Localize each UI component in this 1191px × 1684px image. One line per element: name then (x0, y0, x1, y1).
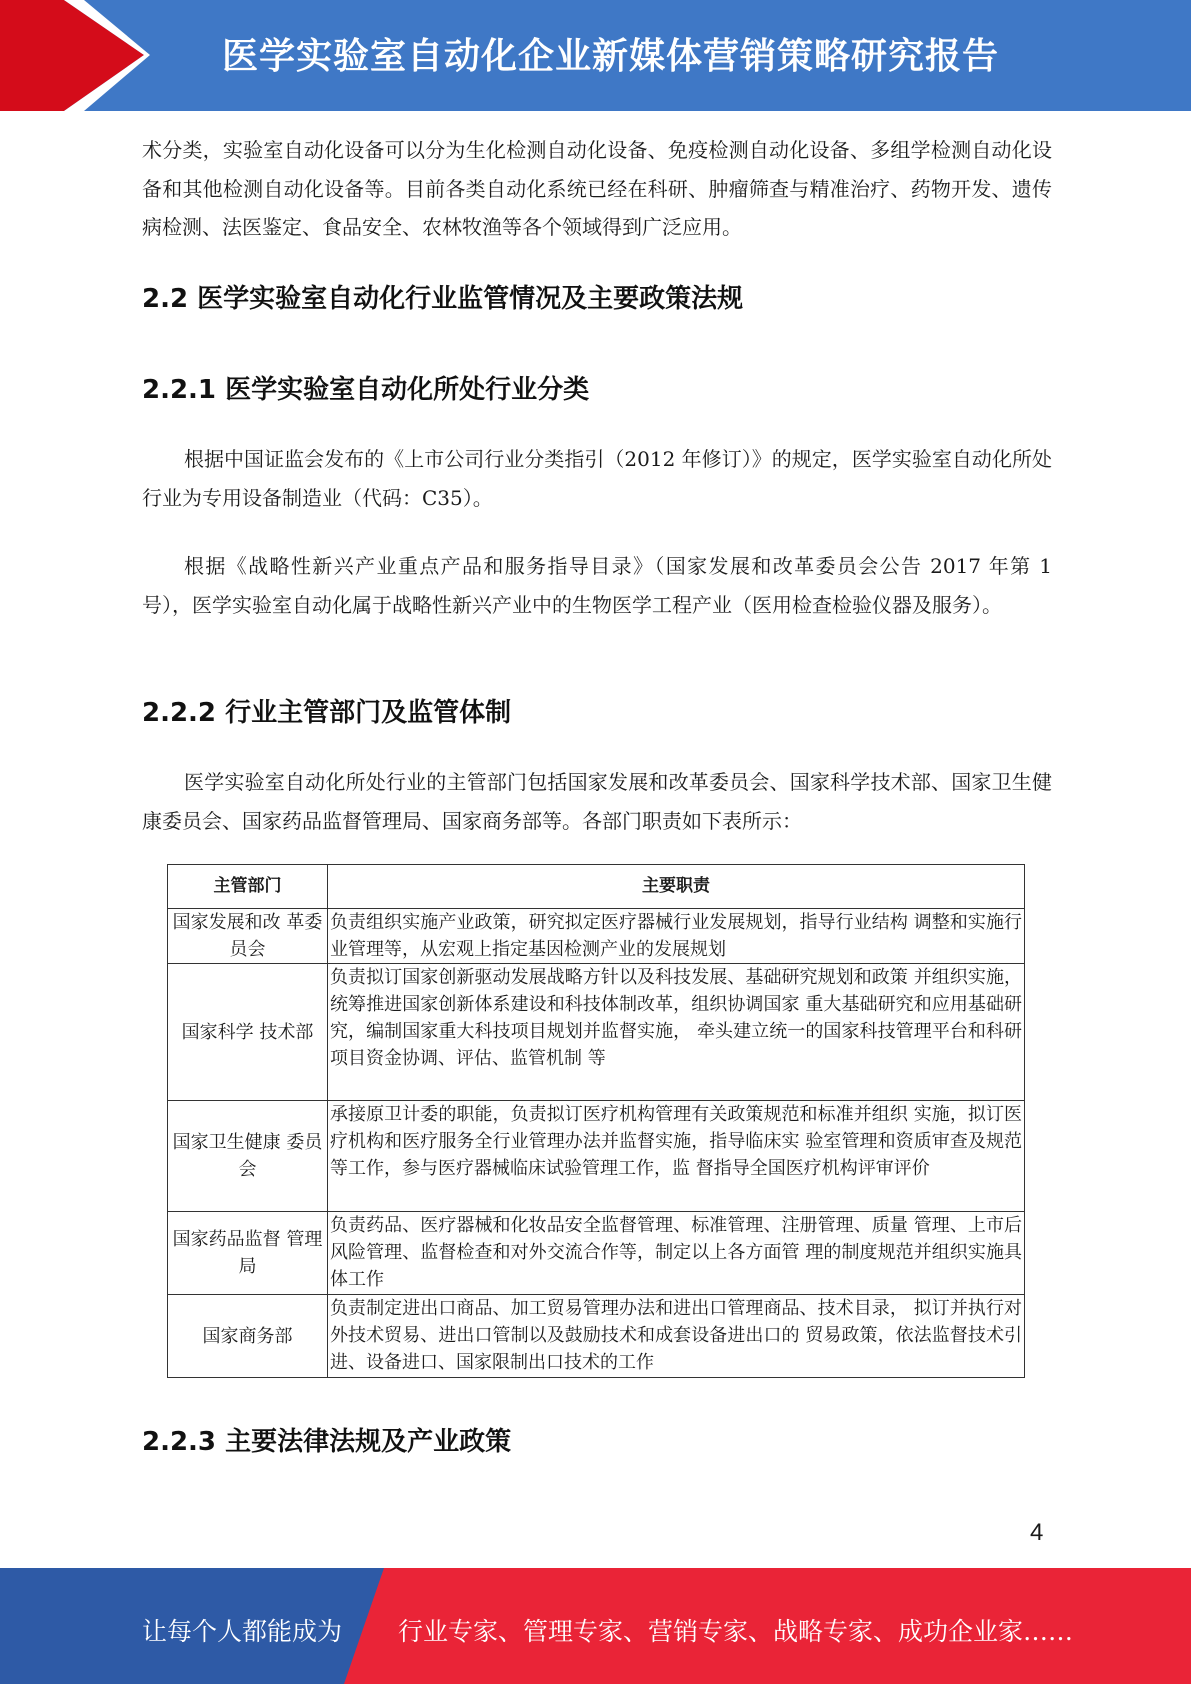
table-row (168, 909, 1025, 964)
report-title: 医学实验室自动化企业新媒体营销策略研究报告 (222, 36, 1000, 77)
table-cell-duty: 承接原卫计委的职能，负责拟订医疗机构管理有关政策规范和标准并组织 实施，拟订医疗机构和医疗服务全行业管理办法并监督实施，指导临床实 验室管理和资质审查及规范等工作，参与医疗器械临床试验管理工作，监 督指导全国医疗机构评审评价 (328, 1101, 1025, 1212)
table-cell-duty: 负责制定进出口商品、加工贸易管理办法和进出口管理商品、技术目录， 拟订并执行对外技术贸易、进出口管制以及鼓励技术和成套设备进出口的 贸易政策，依法监督技术引进、设备进口、国家限制出口技术的工作 (328, 1295, 1025, 1378)
paragraph-csrc-classification: 根据中国证监会发布的《上市公司行业分类指引（2012 年修订）》的规定，医学实验室自动化所处行业为专用设备制造业（代码：C35）。 (142, 447, 1052, 510)
page-footer (0, 1568, 1191, 1684)
page-header (0, 0, 1191, 111)
page-number: 4 (1030, 1519, 1044, 1546)
intro-paragraph: 术分类，实验室自动化设备可以分为生化检测自动化设备、免疫检测自动化设备、多组学检测自动化设备和其他检测自动化设备等。目前各类自动化系统已经在科研、肿瘤筛查与精准治疗、药物开发、遗传病检测、法医鉴定、食品安全、农林牧渔等各个领域得到广泛应用。 (142, 138, 1052, 239)
table-cell-department: 国家科学 技术部 (168, 964, 328, 1101)
regulatory-departments-table (167, 864, 1025, 1378)
table-cell-duty: 负责组织实施产业政策，研究拟定医疗器械行业发展规划，指导行业结构 调整和实施行业管理等，从宏观上指定基因检测产业的发展规划 (328, 909, 1025, 964)
body-content (142, 131, 1052, 247)
table-cell-duty: 负责药品、医疗器械和化妆品安全监督管理、标准管理、注册管理、质量 管理、上市后风险管理、监督检查和对外交流合作等，制定以上各方面管 理的制度规范并组织实施具体工作 (328, 1212, 1025, 1295)
section-heading-2-2: 2.2 医学实验室自动化行业监管情况及主要政策法规 (142, 284, 744, 314)
table-row (168, 1101, 1025, 1212)
table-header-duty: 主要职责 (328, 865, 1025, 909)
table-cell-department: 国家商务部 (168, 1295, 328, 1378)
table-header-row (168, 865, 1025, 909)
table-row (168, 1295, 1025, 1378)
footer-slogan-left: 让每个人都能成为 (142, 1617, 343, 1646)
table-cell-department: 国家药品监督 管理局 (168, 1212, 328, 1295)
table-cell-department: 国家卫生健康 委员会 (168, 1101, 328, 1212)
table-row (168, 1212, 1025, 1295)
table-cell-duty: 负责拟订国家创新驱动发展战略方针以及科技发展、基础研究规划和政策 并组织实施，统筹推进国家创新体系建设和科技体制改革，组织协调国家 重大基础研究和应用基础研究，编制国家重大科技项目规划并监督实施， 牵头建立统一的国家科技管理平台和科研项目资金协调、评估、监管机制 等 (328, 964, 1025, 1101)
paragraph-strategic-industry: 根据《战略性新兴产业重点产品和服务指导目录》（国家发展和改革委员会公告 2017 年第 1 号），医学实验室自动化属于战略性新兴产业中的生物医学工程产业（医用检查检验仪器及服务）。 (142, 554, 1052, 617)
table-row (168, 964, 1025, 1101)
section-heading-2-2-1: 2.2.1 医学实验室自动化所处行业分类 (142, 375, 590, 405)
header-arrow-decoration (0, 0, 200, 111)
table-header-department: 主管部门 (168, 865, 328, 909)
paragraph-departments: 医学实验室自动化所处行业的主管部门包括国家发展和改革委员会、国家科学技术部、国家卫生健康委员会、国家药品监督管理局、国家商务部等。各部门职责如下表所示： (142, 770, 1052, 833)
table-cell-department: 国家发展和改 革委员会 (168, 909, 328, 964)
section-heading-2-2-2: 2.2.2 行业主管部门及监管体制 (142, 698, 512, 728)
footer-slogan-right: 行业专家、管理专家、营销专家、战略专家、成功企业家…… (398, 1617, 1074, 1646)
section-heading-2-2-3: 2.2.3 主要法律法规及产业政策 (142, 1427, 512, 1457)
